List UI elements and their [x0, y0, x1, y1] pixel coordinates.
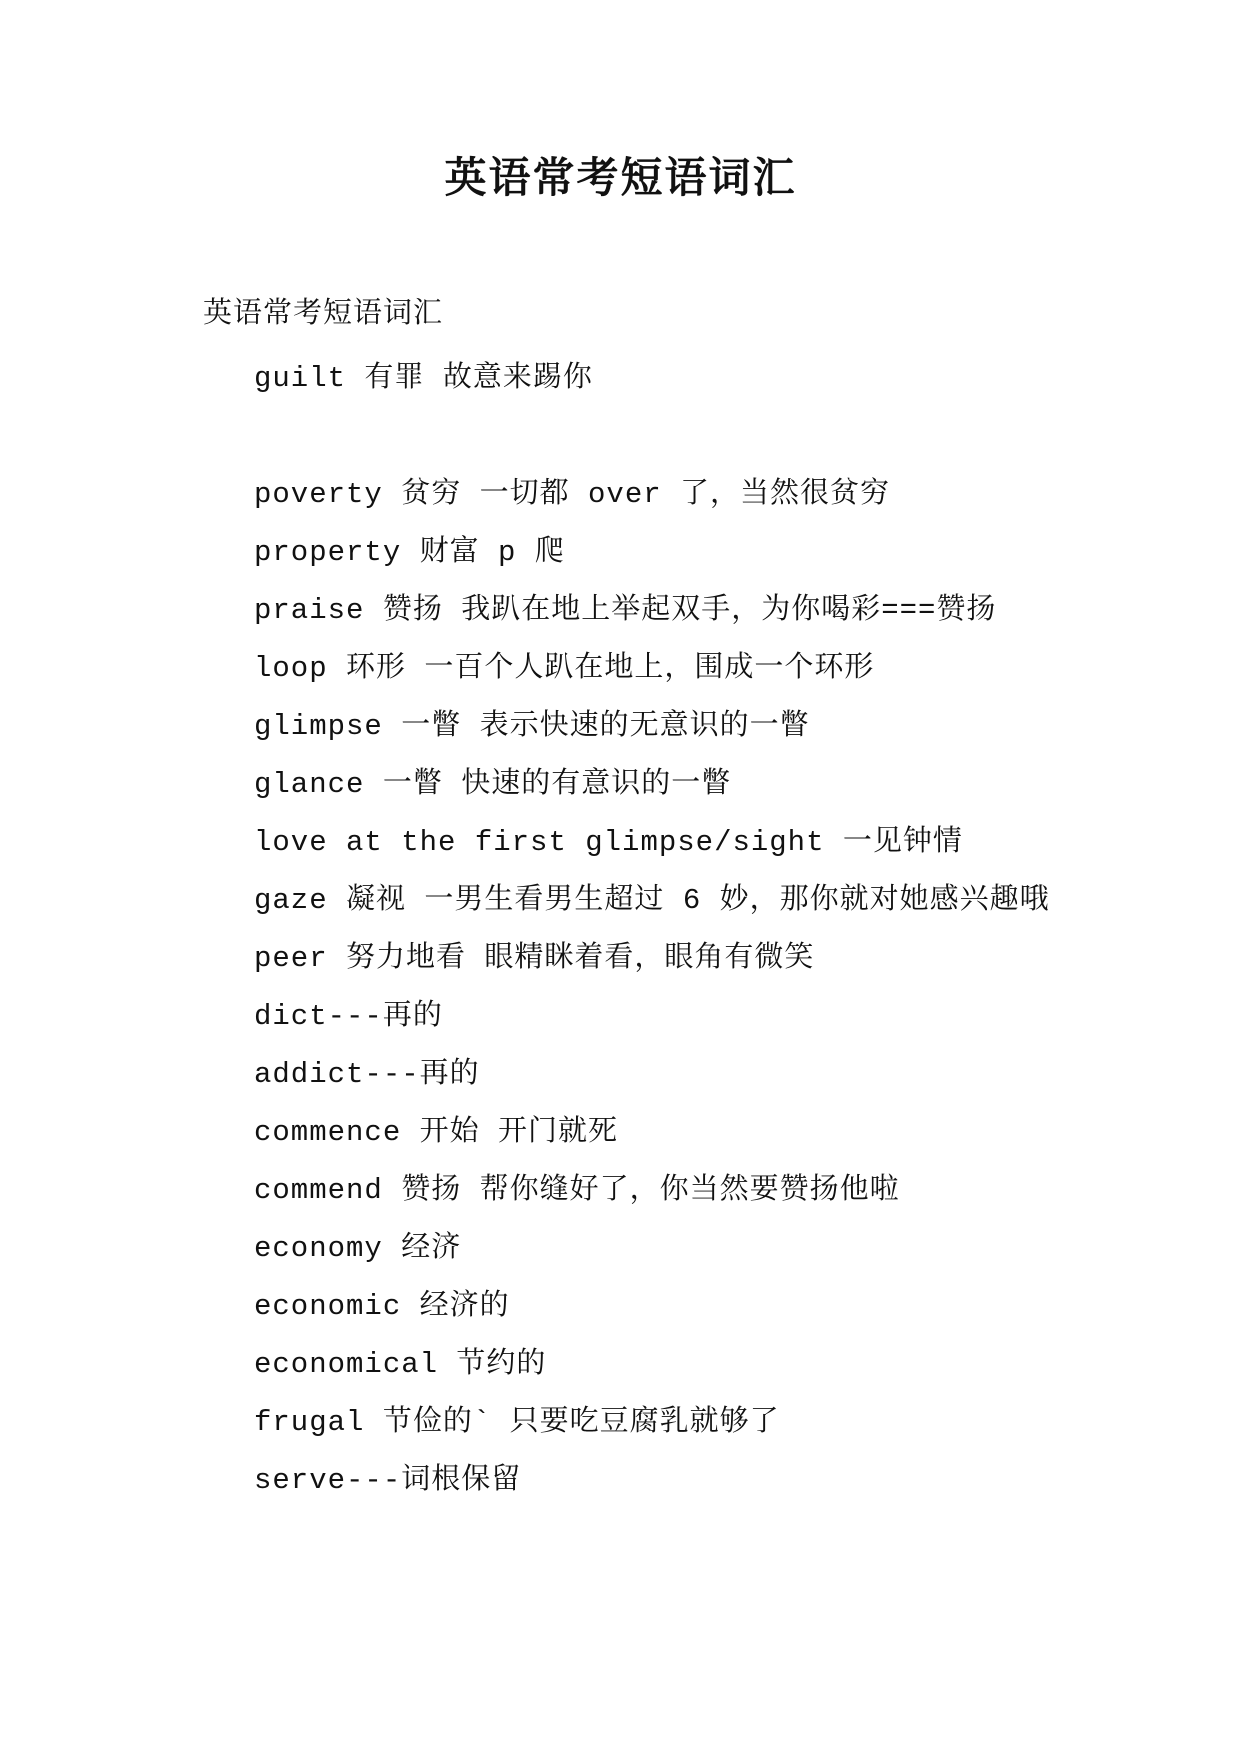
vocab-entry: economy 经济: [254, 1232, 462, 1265]
vocab-entry: serve---词根保留: [254, 1464, 522, 1497]
vocab-entry: praise 赞扬 我趴在地上举起双手，为你喝彩===赞扬: [254, 594, 997, 627]
vocab-entry: economical 节约的: [254, 1348, 547, 1381]
vocab-entry: loop 环形 一百个人趴在地上，围成一个环形: [254, 652, 875, 685]
vocab-entry: glance 一瞥 快速的有意识的一瞥: [254, 768, 732, 801]
document-title: 英语常考短语词汇: [444, 153, 797, 202]
document-subtitle: 英语常考短语词汇: [203, 295, 444, 329]
vocab-entry: glimpse 一瞥 表示快速的无意识的一瞥: [254, 710, 810, 743]
vocabulary-list: [188, 350, 1068, 1510]
vocab-entry: addict---再的: [254, 1058, 480, 1091]
vocab-entry: guilt 有罪 故意来踢你: [254, 362, 593, 395]
vocab-entry: peer 努力地看 眼精眯着看，眼角有微笑: [254, 942, 815, 975]
blank-line: [188, 408, 1068, 466]
vocab-entry: economic 经济的: [254, 1290, 510, 1323]
vocab-entry: poverty 贫穷 一切都 over 了，当然很贫穷: [254, 478, 891, 511]
vocab-entry: property 财富 p 爬: [254, 536, 565, 569]
vocab-entry: dict---再的: [254, 1000, 443, 1033]
vocab-entry: gaze 凝视 一男生看男生超过 6 妙，那你就对她感兴趣哦: [254, 884, 1050, 917]
vocab-entry: commence 开始 开门就死: [254, 1116, 619, 1149]
vocab-entry: frugal 节俭的` 只要吃豆腐乳就够了: [254, 1406, 780, 1439]
vocab-entry: love at the first glimpse/sight 一见钟情: [254, 826, 963, 859]
vocab-entry: commend 赞扬 帮你缝好了，你当然要赞扬他啦: [254, 1174, 900, 1207]
